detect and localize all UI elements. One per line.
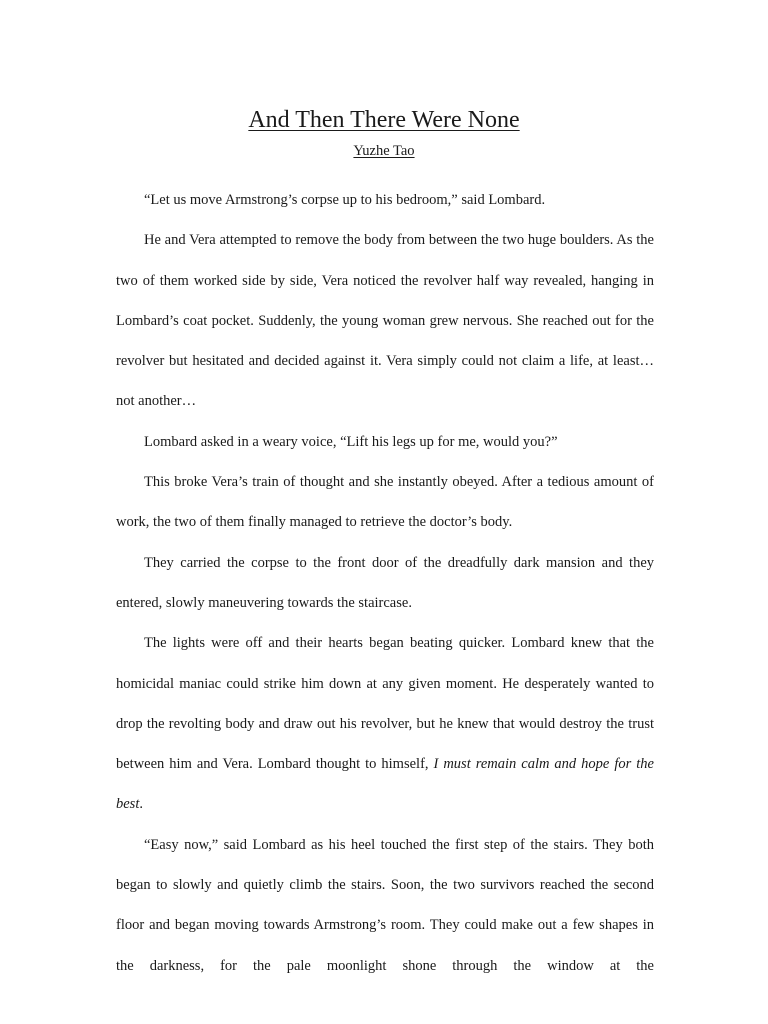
paragraph [116,623,654,824]
paragraph: Lombard asked in a weary voice, “Lift his legs up for me, would you?” [144,433,558,450]
italic-thought: I must remain calm and hope for the best [116,756,654,813]
document-title: And Then There Were None [248,107,520,133]
paragraph: This broke Vera’s train of thought and she instantly obeyed. After a tedious amount of work, the two of them finally managed to retrieve the doctor’s body. [116,474,654,531]
author-name: Yuzhe Tao [353,143,415,159]
paragraph: He and Vera attempted to remove the body from between the two huge boulders. As the two of them worked side by side, Vera noticed the revolver half way revealed, hanging in Lombard’s coat pocket. Suddenly, the young woman grew nervous. She reached out for the revolver but hesitated and decided against it. Vera simply could not claim a life, at least…not another… [116,232,654,410]
paragraph: They carried the corpse to the front door of the dreadfully dark mansion and they entered, slowly maneuvering towards the staircase. [116,554,654,611]
paragraph: “Let us move Armstrong’s corpse up to his bedroom,” said Lombard. [144,192,546,208]
document-body [116,180,654,986]
paragraph-text-end: . [139,796,143,813]
paragraph: “Easy now,” said Lombard as his heel touched the first step of the stairs. They both began to slowly and quietly climb the stairs. Soon, the two survivors reached the second floor and began moving towards Armstrong’s room. They could make out a few shapes in the darkness, for the pale moonlight shone through the window at the [116,836,654,974]
paragraph-text: The lights were off and their hearts began beating quicker. Lombard knew that the homicidal maniac could strike him down at any given moment. He desperately wanted to drop the revolting body and draw out his revolver, but he knew that would destroy the trust between him and Vera. Lombard thought to himself, [116,635,654,773]
